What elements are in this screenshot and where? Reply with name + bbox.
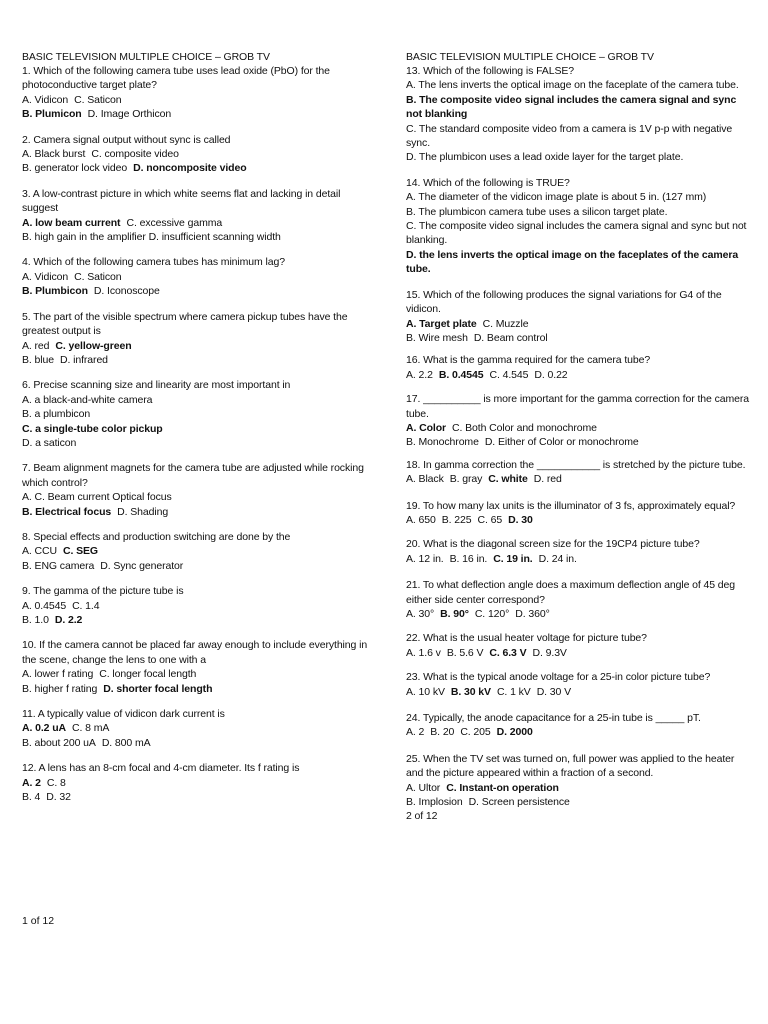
- question-block: [22, 64, 372, 122]
- question-block: [22, 310, 372, 368]
- question-text: 9. The gamma of the picture tube is: [22, 585, 184, 598]
- answer-option: B. 225: [441, 513, 472, 526]
- question-text: 5. The part of the visible spectrum where camera pickup tubes have the greatest output is: [22, 310, 348, 338]
- answer-option: D. Image Orthicon: [87, 108, 172, 121]
- question-block: [406, 578, 750, 621]
- answer-option: A. 30°: [406, 608, 435, 620]
- answer-option: A. 0.4545: [22, 599, 67, 612]
- answer-option: A. 1.6 v: [406, 646, 441, 659]
- question-block: [22, 255, 372, 298]
- option-line: [406, 190, 750, 204]
- question-text: 20. What is the diagonal screen size for the 19CP4 picture tube?: [406, 538, 700, 551]
- answer-option: A. 650: [406, 513, 436, 526]
- option-line: [22, 505, 372, 519]
- question-text: 17. __________ is more important for the gamma correction for the camera tube.: [406, 393, 749, 420]
- answer-option: A. Vidicon: [22, 93, 69, 106]
- answer-option-correct: D. shorter focal length: [103, 682, 213, 695]
- option-line: [406, 421, 750, 435]
- option-line: [22, 721, 372, 735]
- question-text: 7. Beam alignment magnets for the camera tube are adjusted while rocking which control?: [22, 462, 364, 489]
- answer-option: A. red: [22, 339, 50, 352]
- answer-option-correct: C. Instant-on operation: [446, 781, 559, 794]
- question-block: [22, 638, 372, 696]
- answer-option: B. ENG camera: [22, 559, 95, 572]
- question-text: 12. A lens has an 8-cm focal and 4-cm diameter. Its f rating is: [22, 762, 300, 775]
- option-line: [406, 368, 750, 382]
- answer-option-correct: A. Target plate: [406, 317, 477, 330]
- right-page-number: 2 of 12: [406, 810, 438, 823]
- answer-option: D. Iconoscope: [93, 285, 160, 298]
- option-line: [406, 219, 750, 248]
- question-text: 4. Which of the following camera tubes has minimum lag?: [22, 256, 285, 269]
- question-block: [22, 133, 372, 176]
- option-line: [22, 284, 372, 298]
- question-text: 10. If the camera cannot be placed far away enough to include everything in the scene, change the lens to one with a: [22, 639, 368, 666]
- answer-option: C. 8: [46, 776, 66, 789]
- answer-option: A. C. Beam current Optical focus: [22, 491, 172, 504]
- answer-option: D. The plumbicon uses a lead oxide layer for the target plate.: [406, 151, 684, 164]
- option-line: [22, 393, 372, 407]
- answer-option-correct: A. 0.2 uA: [22, 722, 67, 735]
- answer-option: A. 2.2: [406, 368, 433, 381]
- answer-option-correct: D. 2.2: [54, 614, 83, 626]
- answer-option: B. a plumbicon: [22, 408, 91, 421]
- option-line: [22, 216, 372, 230]
- answer-option: B. about 200 uA: [22, 736, 96, 749]
- option-line: [406, 150, 750, 164]
- answer-option: B. 16 in.: [449, 552, 488, 565]
- option-line: [406, 646, 750, 660]
- option-line: [406, 725, 750, 739]
- answer-option: A. Black burst: [22, 148, 86, 161]
- answer-option: D. Shading: [117, 505, 169, 518]
- answer-option: A. 10 kV: [406, 685, 445, 698]
- answer-option: B. Monochrome: [406, 436, 479, 449]
- answer-option: A. CCU: [22, 545, 57, 558]
- question-text: 2. Camera signal output without sync is called: [22, 133, 231, 146]
- answer-option: D. Sync generator: [100, 559, 184, 572]
- answer-option: C. 1 kV: [496, 685, 531, 698]
- option-line: [406, 513, 750, 527]
- answer-option: D. a saticon: [22, 436, 77, 449]
- question-block: [406, 288, 750, 346]
- question-block: [406, 458, 750, 487]
- question-block: [406, 711, 750, 740]
- option-line: [22, 230, 372, 244]
- answer-option: D. infrared: [60, 353, 108, 366]
- option-line: [22, 107, 372, 121]
- answer-option: A. Vidicon: [22, 270, 69, 283]
- option-line: [406, 122, 750, 151]
- option-line: [406, 435, 750, 449]
- option-line: [406, 93, 750, 122]
- answer-option-correct: A. low beam current: [22, 216, 121, 229]
- answer-option: A. 12 in.: [406, 552, 444, 565]
- question-block: [22, 461, 372, 519]
- answer-option: C. 65: [477, 513, 503, 526]
- answer-option: D. 30 V: [536, 685, 572, 698]
- option-line: [22, 93, 372, 107]
- question-text: 16. What is the gamma required for the camera tube?: [406, 354, 651, 367]
- answer-option: C. 8 mA: [72, 722, 110, 735]
- question-block: [22, 707, 372, 750]
- option-line: [22, 559, 372, 573]
- answer-option: D. 360°: [515, 608, 550, 620]
- answer-option: A. 2: [406, 726, 425, 739]
- option-line: [22, 436, 372, 450]
- answer-option: C. 1.4: [72, 599, 100, 612]
- answer-option: B. higher f rating: [22, 682, 98, 695]
- option-line: [22, 147, 372, 161]
- answer-option: A. a black-and-white camera: [22, 393, 153, 406]
- option-line: [22, 353, 372, 367]
- question-block: [406, 631, 750, 660]
- answer-option: A. The lens inverts the optical image on the faceplate of the camera tube.: [406, 79, 739, 92]
- option-line: [22, 407, 372, 421]
- question-text: 21. To what deflection angle does a maximum deflection angle of 45 deg either side center correspond?: [406, 579, 736, 606]
- answer-option-correct: D. noncomposite video: [133, 162, 247, 175]
- question-block: [406, 353, 750, 382]
- option-line: [406, 607, 750, 621]
- left-column: [22, 50, 372, 804]
- question-text: 13. Which of the following is FALSE?: [406, 65, 574, 77]
- answer-option: B. high gain in the amplifier D. insufficient scanning width: [22, 231, 281, 244]
- answer-option: C. 4.545: [489, 368, 529, 381]
- answer-option: B. Wire mesh: [406, 331, 468, 344]
- question-text: 3. A low-contrast picture in which white seems flat and lacking in detail suggest: [22, 187, 341, 215]
- option-line: [22, 682, 372, 696]
- answer-option: B. gray: [449, 473, 483, 486]
- answer-option: C. composite video: [91, 148, 179, 161]
- option-line: [22, 667, 372, 681]
- answer-option: C. Saticon: [74, 93, 122, 106]
- question-text: 1. Which of the following camera tube uses lead oxide (PbO) for the photoconductive target plate?: [22, 65, 330, 92]
- option-line: [406, 78, 750, 92]
- option-line: [22, 544, 372, 558]
- left-header: BASIC TELEVISION MULTIPLE CHOICE – GROB TV: [22, 51, 270, 63]
- option-line: [406, 685, 750, 699]
- option-line: [22, 599, 372, 613]
- answer-option: A. lower f rating: [22, 668, 94, 681]
- question-text: 25. When the TV set was turned on, full power was applied to the heater and the picture appeared within a fraction of a second.: [406, 752, 735, 780]
- option-line: [406, 472, 750, 486]
- option-line: [406, 317, 750, 331]
- answer-option-correct: C. white: [488, 473, 528, 486]
- question-text: 19. To how many lax units is the illuminator of 3 fs, approximately equal?: [406, 499, 736, 512]
- question-block: [406, 537, 750, 566]
- answer-option: C. 205: [460, 726, 491, 739]
- answer-option-correct: C. a single-tube color pickup: [22, 422, 163, 435]
- answer-option-correct: B. The composite video signal includes the camera signal and sync not blanking: [406, 93, 737, 121]
- question-block: [22, 187, 372, 245]
- answer-option: C. The composite video signal includes the camera signal and sync but not blanking.: [406, 220, 747, 247]
- answer-option: D. 800 mA: [101, 736, 151, 749]
- answer-option-correct: B. Plumicon: [22, 108, 82, 121]
- answer-option-correct: B. 90°: [440, 608, 469, 620]
- answer-option: B. 1.0: [22, 614, 49, 626]
- answer-option: B. 4: [22, 791, 41, 804]
- question-block: [406, 752, 750, 810]
- option-line: [22, 161, 372, 175]
- right-header: BASIC TELEVISION MULTIPLE CHOICE – GROB TV: [406, 51, 654, 63]
- question-text: 23. What is the typical anode voltage for a 25-in color picture tube?: [406, 671, 711, 684]
- answer-option: D. Screen persistence: [468, 796, 570, 809]
- left-question-list: [22, 64, 372, 804]
- option-line: [406, 331, 750, 345]
- answer-option-correct: B. Electrical focus: [22, 505, 112, 518]
- right-question-list: [406, 64, 750, 824]
- answer-option-correct: C. 6.3 V: [489, 646, 527, 659]
- answer-option: C. excessive gamma: [126, 216, 223, 229]
- answer-option: D. Beam control: [473, 331, 548, 344]
- option-line: [22, 422, 372, 436]
- question-block: [22, 761, 372, 804]
- answer-option-correct: B. 30 kV: [450, 685, 491, 698]
- answer-option-correct: B. Plumbicon: [22, 285, 88, 298]
- answer-option: D. 32: [46, 791, 71, 804]
- answer-option-correct: A. Color: [406, 421, 447, 434]
- answer-option: B. 20: [430, 726, 455, 739]
- option-line: [406, 781, 750, 795]
- answer-option: C. Muzzle: [482, 317, 529, 330]
- answer-option: B. blue: [22, 353, 54, 366]
- question-block: [22, 584, 372, 627]
- question-text: 22. What is the usual heater voltage for picture tube?: [406, 632, 647, 645]
- answer-option: B. The plumbicon camera tube uses a silicon target plate.: [406, 205, 668, 218]
- answer-option: C. 120°: [474, 608, 510, 620]
- answer-option-correct: D. 30: [508, 513, 533, 526]
- question-text: 11. A typically value of vidicon dark current is: [22, 708, 225, 721]
- answer-option: A. Black: [406, 473, 444, 486]
- answer-option: D. 9.3V: [532, 646, 567, 659]
- question-block: [406, 499, 750, 528]
- option-line: [406, 248, 750, 277]
- question-text: 15. Which of the following produces the signal variations for G4 of the vidicon.: [406, 288, 722, 316]
- answer-option: D. 24 in.: [538, 552, 577, 565]
- left-page-number: 1 of 12: [22, 915, 55, 927]
- question-block: [406, 392, 750, 450]
- option-line: [22, 339, 372, 353]
- question-block: [22, 530, 372, 573]
- answer-option-correct: A. 2: [22, 776, 41, 789]
- answer-option: B. 5.6 V: [446, 646, 484, 659]
- question-text: 24. Typically, the anode capacitance for a 25-in tube is _____ pT.: [406, 712, 701, 725]
- answer-option: D. Either of Color or monochrome: [484, 436, 639, 449]
- answer-option: C. Saticon: [74, 270, 122, 283]
- answer-option: A. Ultor: [406, 781, 441, 794]
- answer-option-correct: B. 0.4545: [438, 368, 484, 381]
- answer-option-correct: C. SEG: [63, 545, 98, 558]
- option-line: [22, 613, 372, 627]
- answer-option-correct: C. yellow-green: [55, 339, 132, 352]
- option-line: [406, 795, 750, 809]
- question-block: [406, 670, 750, 699]
- question-text: 6. Precise scanning size and linearity are most important in: [22, 379, 291, 392]
- question-block: [406, 176, 750, 277]
- answer-option: D. 0.22: [534, 368, 568, 381]
- right-column: [406, 50, 750, 824]
- question-text: 8. Special effects and production switching are done by the: [22, 530, 291, 543]
- question-block: [22, 378, 372, 450]
- option-line: [22, 776, 372, 790]
- question-text: 18. In gamma correction the ___________ is stretched by the picture tube.: [406, 458, 746, 471]
- answer-option: C. Both Color and monochrome: [452, 421, 597, 434]
- answer-option-correct: C. 19 in.: [493, 552, 533, 565]
- option-line: [22, 270, 372, 284]
- option-line: [22, 736, 372, 750]
- answer-option: D. red: [533, 473, 562, 486]
- answer-option: A. The diameter of the vidicon image plate is about 5 in. (127 mm): [406, 191, 707, 204]
- answer-option: C. longer focal length: [99, 668, 197, 681]
- answer-option: C. The standard composite video from a camera is 1V p-p with negative sync.: [406, 122, 733, 150]
- answer-option: B. generator lock video: [22, 162, 128, 175]
- option-line: [22, 490, 372, 504]
- option-line: [22, 790, 372, 804]
- option-line: [406, 205, 750, 219]
- option-line: [406, 552, 750, 566]
- question-block: [406, 64, 750, 165]
- answer-option-correct: D. 2000: [496, 726, 533, 739]
- question-text: 14. Which of the following is TRUE?: [406, 176, 570, 189]
- answer-option: B. Implosion: [406, 796, 463, 809]
- answer-option-correct: D. the lens inverts the optical image on the faceplates of the camera tube.: [406, 248, 739, 276]
